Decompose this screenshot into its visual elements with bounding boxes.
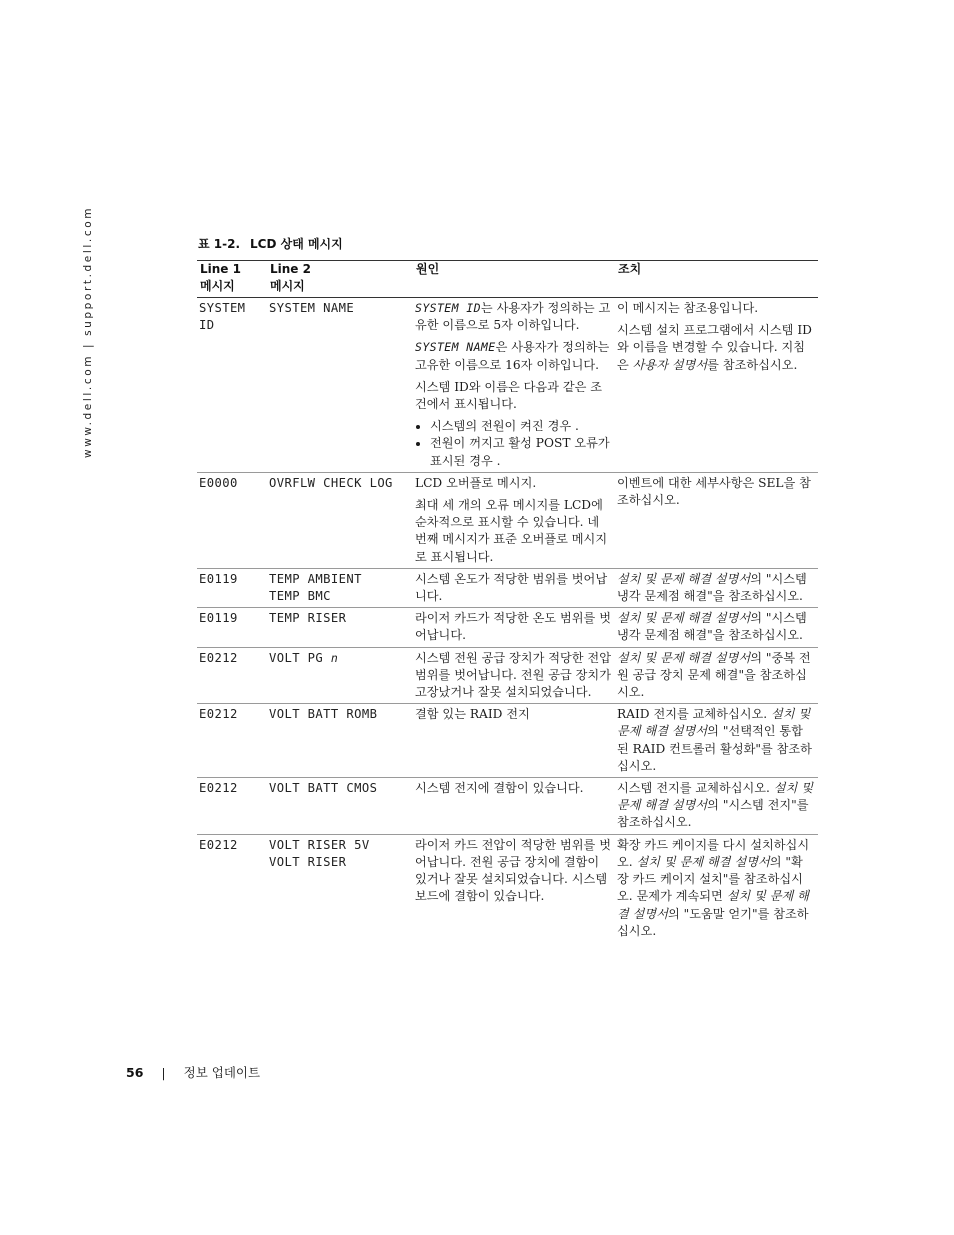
action-text: 시스템 전지를 교체하십시오. bbox=[617, 781, 774, 796]
doc-reference: 설치 및 문제 해결 설명서 bbox=[617, 781, 813, 813]
table-title: LCD 상태 메시지 bbox=[250, 237, 343, 251]
action-text: 의 "확장 카드 케이지 설치"를 참조하십시오. 문제가 계속되면 bbox=[617, 854, 803, 904]
table-row bbox=[197, 298, 818, 473]
doc-reference: 설치 및 문제 해결 설명서 bbox=[617, 889, 809, 921]
table-row bbox=[197, 472, 818, 568]
table-row bbox=[197, 608, 818, 647]
action-paragraph bbox=[617, 322, 814, 374]
header-action: 조치 bbox=[615, 261, 818, 298]
action-text: 를 참조하십시오. bbox=[707, 357, 798, 372]
table-row bbox=[197, 568, 818, 607]
cause-code: SYSTEM ID bbox=[415, 301, 481, 315]
footer-separator: | bbox=[161, 1065, 166, 1080]
cause-paragraph bbox=[415, 300, 611, 334]
line2-text: TEMP BMC bbox=[269, 589, 331, 604]
action-cell bbox=[615, 778, 818, 835]
cause-cell: 라이저 카드 전압이 적당한 범위를 벗어납니다. 전원 공급 장치에 결함이 있거나 잘못 설치되었습니다. 시스템 보드에 결함이 있습니다. bbox=[415, 837, 611, 904]
lcd-status-table bbox=[197, 260, 818, 942]
cause-cell: 시스템 전지에 결함이 있습니다. bbox=[413, 778, 615, 835]
action-paragraph: 이 메시지는 참조용입니다. bbox=[617, 301, 759, 315]
line1-cell: E0119 bbox=[197, 608, 267, 647]
header-cause: 원인 bbox=[413, 261, 615, 298]
page-number: 56 bbox=[126, 1065, 144, 1080]
table-caption bbox=[198, 235, 343, 252]
action-text: 의 "시스템 전지"를 참조하십시오. bbox=[617, 798, 809, 830]
cause-code: SYSTEM NAME bbox=[415, 340, 496, 355]
line2-text: SYSTEM NAME bbox=[269, 301, 355, 315]
header-line2-a: Line 2 bbox=[270, 262, 311, 276]
cause-cell: 라이저 카드가 적당한 온도 범위를 벗어납니다. bbox=[413, 608, 615, 647]
table-header-row bbox=[197, 261, 818, 298]
line2-text: VOLT RISER bbox=[269, 854, 347, 869]
action-cell bbox=[615, 568, 818, 607]
cause-text: 은 사용자가 정의하는 고유한 이름으로 16자 이하입니다. bbox=[415, 340, 610, 372]
cause-paragraph bbox=[415, 339, 611, 373]
line1-cell: E0212 bbox=[199, 837, 238, 852]
action-text: 시스템 설치 프로그램에서 시스템 ID와 이름을 변경할 수 있습니다. 지침은 bbox=[617, 323, 812, 372]
chapter-title: 정보 업데이트 bbox=[183, 1065, 261, 1080]
cause-paragraph: LCD 오버플로 메시지. bbox=[415, 475, 537, 490]
table-row bbox=[197, 778, 818, 835]
doc-reference: 설치 및 문제 해결 설명서 bbox=[617, 707, 811, 739]
action-text: 의 "도움말 얻기"를 참조하십시오. bbox=[617, 906, 809, 938]
header-line2 bbox=[267, 261, 413, 298]
line2-text: VOLT PG bbox=[269, 650, 331, 665]
list-item: • 시스템의 전원이 켜진 경우 . bbox=[430, 418, 611, 435]
sidebar-url bbox=[78, 205, 98, 462]
cause-cell: 결함 있는 RAID 전지 bbox=[413, 704, 615, 778]
line2-cell bbox=[267, 298, 413, 473]
header-line1 bbox=[197, 261, 267, 298]
line2-cell bbox=[267, 647, 413, 704]
action-cell bbox=[615, 608, 818, 647]
line1-cell: E0119 bbox=[197, 568, 267, 607]
line1-cell: E0212 bbox=[197, 704, 267, 778]
action-cell bbox=[615, 704, 818, 778]
line1-text: SYSTEM bbox=[199, 301, 246, 315]
line2-cell: OVRFLW CHECK LOG bbox=[267, 472, 413, 568]
table-row bbox=[197, 704, 818, 778]
page-footer bbox=[126, 1063, 260, 1081]
table-row bbox=[197, 647, 818, 704]
line2-cell bbox=[267, 568, 413, 607]
doc-reference: 설치 및 문제 해결 설명서 bbox=[617, 571, 751, 586]
doc-reference: 설치 및 문제 해결 설명서 bbox=[617, 650, 751, 665]
action-text: RAID 전지를 교체하십시오. bbox=[617, 707, 772, 722]
line1-cell: E0000 bbox=[197, 472, 267, 568]
cause-paragraph: 시스템 ID와 이름은 다음과 같은 조건에서 표시됩니다. bbox=[415, 379, 603, 412]
cause-cell: 시스템 전원 공급 장치가 적당한 전압 범위를 벗어납니다. 전원 공급 장치가 고장났거나 잘못 설치되었습니다. bbox=[413, 647, 615, 704]
list-item: • 전원이 꺼지고 활성 POST 오류가 표시된 경우 . bbox=[430, 435, 611, 469]
cause-text: 는 사용자가 정의하는 고유한 이름으로 5자 이하입니다. bbox=[415, 301, 611, 333]
action-cell bbox=[615, 834, 818, 942]
line2-text: VOLT RISER 5V bbox=[269, 837, 370, 852]
doc-reference: 설치 및 문제 해결 설명서 bbox=[636, 854, 770, 869]
cause-bullet-list bbox=[415, 418, 611, 470]
line2-cell: TEMP RISER bbox=[267, 608, 413, 647]
action-text: 의 "시스템 냉각 문제점 해결"을 참조하십시오. bbox=[617, 611, 807, 643]
line1-text: ID bbox=[199, 318, 215, 333]
action-cell bbox=[615, 298, 818, 473]
doc-reference: 사용자 설명서 bbox=[632, 357, 708, 372]
header-line2-b: 메시지 bbox=[270, 279, 305, 293]
action-cell bbox=[615, 647, 818, 704]
line2-cell: VOLT BATT CMOS bbox=[267, 778, 413, 835]
line1-cell bbox=[197, 298, 267, 473]
action-text: 확장 카드 케이지를 다시 설치하십시오. bbox=[617, 837, 810, 869]
cause-cell bbox=[413, 472, 615, 568]
table-row bbox=[197, 834, 818, 942]
header-line1-b: 메시지 bbox=[200, 279, 235, 293]
action-cell: 이벤트에 대한 세부사항은 SEL을 참조하십시오. bbox=[615, 472, 818, 568]
action-text: 의 "선택적인 통합된 RAID 컨트롤러 활성화"를 참조하십시오. bbox=[617, 724, 812, 773]
line1-cell: E0212 bbox=[197, 647, 267, 704]
header-line1-a: Line 1 bbox=[200, 262, 241, 276]
line2-variable: n bbox=[330, 650, 339, 665]
cause-cell: 시스템 온도가 적당한 범위를 벗어납니다. bbox=[413, 568, 615, 607]
line2-cell bbox=[267, 834, 413, 942]
action-text: 의 "시스템 냉각 문제점 해결"을 참조하십시오. bbox=[617, 571, 807, 604]
cause-paragraph: 최대 세 개의 오류 메시지를 LCD에 순차적으로 표시할 수 있습니다. 네 번째 메시지가 표준 오버플로 메시지로 표시됩니다. bbox=[415, 498, 608, 564]
line2-cell: VOLT BATT ROMB bbox=[267, 704, 413, 778]
table-number: 표 1-2. bbox=[198, 237, 241, 251]
line2-text: TEMP AMBIENT bbox=[269, 571, 362, 586]
sidebar-url-text: www.dell.com | support.dell.com bbox=[82, 205, 94, 458]
cause-cell bbox=[413, 298, 615, 473]
action-text: 의 "중복 전원 공급 장치 문제 해결"을 참조하십시오. bbox=[617, 650, 811, 700]
doc-reference: 설치 및 문제 해결 설명서 bbox=[617, 611, 751, 626]
line1-cell: E0212 bbox=[197, 778, 267, 835]
